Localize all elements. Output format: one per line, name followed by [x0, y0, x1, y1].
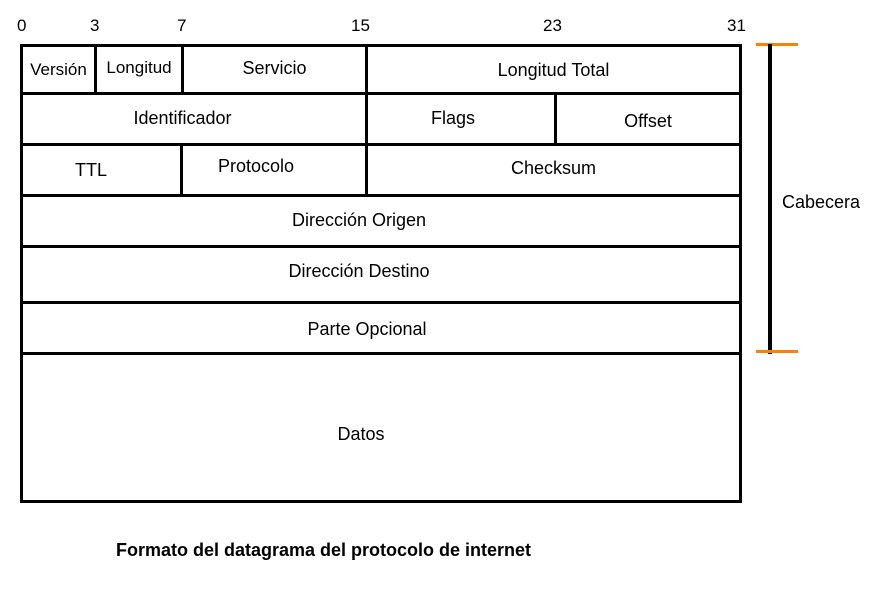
field-data: Datos	[337, 423, 385, 444]
field-destination-address: Dirección Destino	[288, 260, 430, 281]
bit-label-31: 31	[727, 16, 746, 35]
field-flags: Flags	[430, 107, 475, 128]
row-separator-5	[20, 301, 742, 304]
bit-label-7: 7	[177, 16, 187, 35]
field-ttl: TTL	[74, 159, 107, 180]
bit-label-23: 23	[543, 16, 562, 35]
header-bracket-label: Cabecera	[782, 192, 861, 212]
bit-label-3: 3	[90, 16, 100, 35]
bit-label-0: 0	[17, 16, 27, 35]
field-header-length: Longitud	[106, 57, 172, 77]
header-bracket-top-cap	[756, 43, 798, 46]
field-version: Versión	[30, 59, 87, 79]
field-source-address: Dirección Origen	[291, 209, 427, 230]
header-bracket-bottom-cap	[756, 350, 798, 353]
diagram-caption: Formato del datagrama del protocolo de internet	[116, 540, 532, 560]
bit-label-15: 15	[351, 16, 370, 35]
field-identifier: Identificador	[133, 107, 232, 128]
field-optional-part: Parte Opcional	[307, 318, 427, 339]
field-protocol: Protocolo	[217, 155, 295, 176]
field-service: Servicio	[242, 58, 307, 78]
field-total-length: Longitud Total	[497, 59, 610, 80]
field-offset: Offset	[624, 110, 672, 131]
header-bracket-stem	[768, 44, 772, 354]
field-checksum: Checksum	[510, 157, 597, 178]
